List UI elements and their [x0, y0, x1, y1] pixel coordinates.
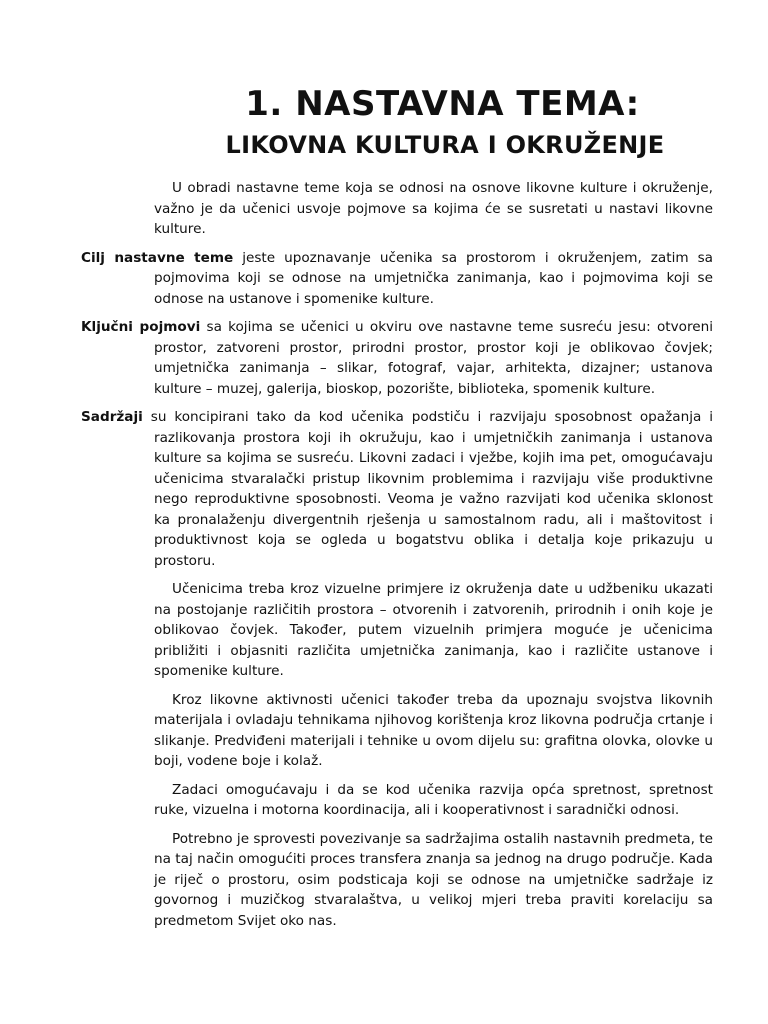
goal-paragraph	[81, 248, 713, 310]
body-paragraph: Potrebno je sprovesti povezivanje sa sadržajima ostalih nastavnih predmeta, te na taj način omogućiti proces transfera znanja sa jednog na drugo područje. Kada je riječ o prostoru, osim podsticaja koji se odnose na umjetničke sadržaje iz govornog i muzičkog stvaralaštva, u velikoj mjeri treba praviti korelaciju sa predmetom Svijet oko nas.	[154, 830, 713, 929]
key-terms-paragraph	[81, 317, 713, 399]
key-terms-lead: Ključni pojmovi	[81, 319, 201, 335]
chapter-title-text: NASTAVNA TEMA:	[295, 84, 640, 124]
body-paragraph: Kroz likovne aktivnosti učenici također treba da upoznaju svojstva likovnih materijala i ovladaju tehnikama njihovog korištenja kroz likovna područja crtanje i slikanje. Predviđeni materijali i tehnike u ovom dijelu su: grafitna olovka, olovke u boji, vodene boje i kolaž.	[154, 691, 713, 769]
chapter-number: 1.	[245, 84, 283, 124]
contents-paragraph	[81, 407, 713, 571]
contents-text: su koncipirani tako da kod učenika podstiču i razvijaju sposobnost opažanja i razlikovanja prostora koji ih okružuju, kao i umjetničkih zanimanja i ustanova kulture sa kojima se susreću. Likovni zadaci i vježbe, kojih ima pet, omogućavaju učenicima stvaralački pristup likovnim problemima i razvijaju više produktivne nego reproduktivne sposobnosti. Veoma je važno razvijati kod učenika sklonost ka pronalaženju divergentnih rješenja u samostalnom radu, ali i maštovitost i produktivnost koja se ogleda u bogatstvu oblika i detalja koje prikazuju u prostoru.	[142, 409, 713, 569]
body-paragraph: Učenicima treba kroz vizuelne primjere iz okruženja date u udžbeniku ukazati na postojanje različitih prostora – otvorenih i zatvorenih, prirodnih i onih koje je oblikovao čovjek. Također, putem vizuelnih primjera moguće je učenicima približiti i objasniti različita umjetnička zanimanja, kao i različite ustanove i spomenike kulture.	[154, 581, 713, 679]
key-terms-text: sa kojima se učenici u okviru ove nastavne teme susreću jesu: otvoreni prostor, zatvoreni prostor, prirodni prostor, prostor koji je oblikovao čovjek; umjetnička zanimanja – slikar, fotograf, vajar, arhitekta, dizajner; ustanova kulture – muzej, galerija, bioskop, pozorište, biblioteka, spomenik kulture.	[154, 319, 713, 397]
body-paragraph: Zadaci omogućavaju i da se kod učenika razvija opća spretnost, spretnost ruke, vizuelna i motorna koordinacija, ali i kooperativnost i saradnički odnosi.	[154, 781, 713, 818]
chapter-title	[0, 82, 768, 126]
intro-paragraph: U obradi nastavne teme koja se odnosi na osnove likovne kulture i okruženje, važno je da učenici usvoje pojmove sa kojima će se susretati u nastavi likovne kulture.	[154, 180, 713, 237]
goal-text: jeste upoznavanje učenika sa prostorom i okruženjem, zatim sa pojmovima koji se odnose na umjetnička zanimanja, kao i pojmovima koji se odnose na ustanove i spomenike kulture.	[154, 249, 713, 307]
goal-lead: Cilj nastavne teme	[81, 249, 234, 266]
chapter-subtitle: LIKOVNA KULTURA I OKRUŽENJE	[225, 131, 665, 159]
document-body	[0, 178, 768, 939]
contents-lead: Sadržaji	[81, 409, 143, 425]
